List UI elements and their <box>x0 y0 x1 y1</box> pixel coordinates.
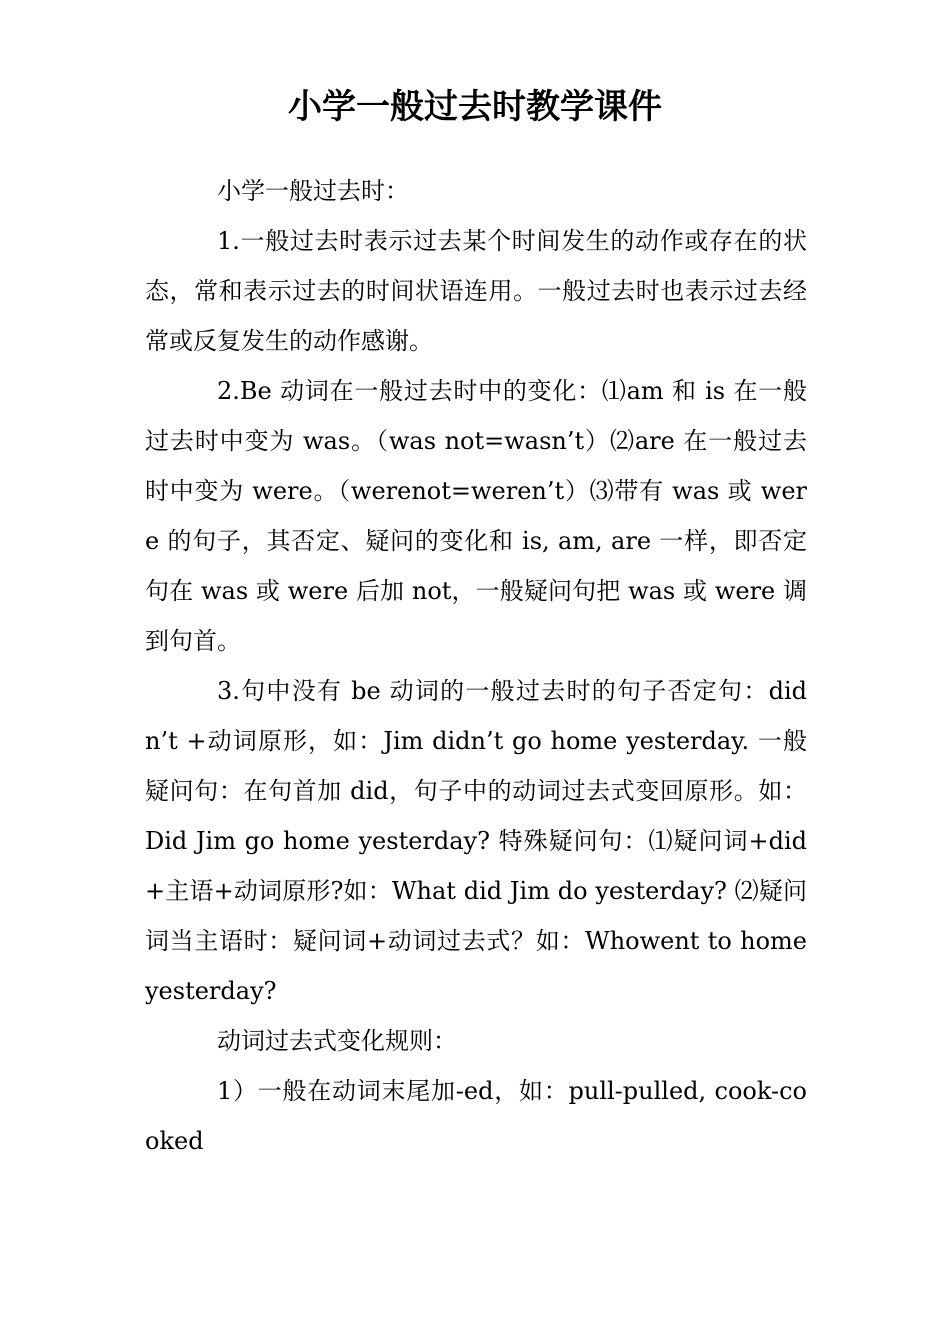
paragraph-2: 2.Be 动词在一般过去时中的变化：⑴am 和 is 在一般过去时中变为 was。（was not=wasn’t）⑵are 在一般过去时中变为 were。（werenot=weren’t）⑶带有 was 或 were 的句子，其否定、疑问的变化和 is, am, are 一样，即否定句在 was 或 were 后加 not，一般疑问句把 was 或 were 调到句首。 <box>145 377 807 655</box>
document-body <box>145 166 807 1166</box>
paragraph-3: 3.句中没有 be 动词的一般过去时的句子否定句：didn’t +动词原形，如：Jim didn’t go home yesterday. 一般疑问句：在句首加 did，句子中的动词过去式变回原形。如：Did Jim go home yesterday? 特殊疑问句：⑴疑问词+did+主语+动词原形?如：What did Jim do yesterday? ⑵疑问词当主语时：疑问词+动词过去式？如：Whowent to home yesterday? <box>145 677 807 1005</box>
page-title: 小学一般过去时教学课件 <box>288 87 662 127</box>
paragraph-rule-1: 1）一般在动词末尾加-ed，如：pull-pulled, cook-cooked <box>145 1077 807 1155</box>
paragraph-1: 1.一般过去时表示过去某个时间发生的动作或存在的状态，常和表示过去的时间状语连用。一般过去时也表示过去经常或反复发生的动作感谢。 <box>145 227 807 355</box>
paragraph-rules-heading: 动词过去式变化规则： <box>217 1027 457 1055</box>
paragraph-heading: 小学一般过去时： <box>217 177 409 205</box>
